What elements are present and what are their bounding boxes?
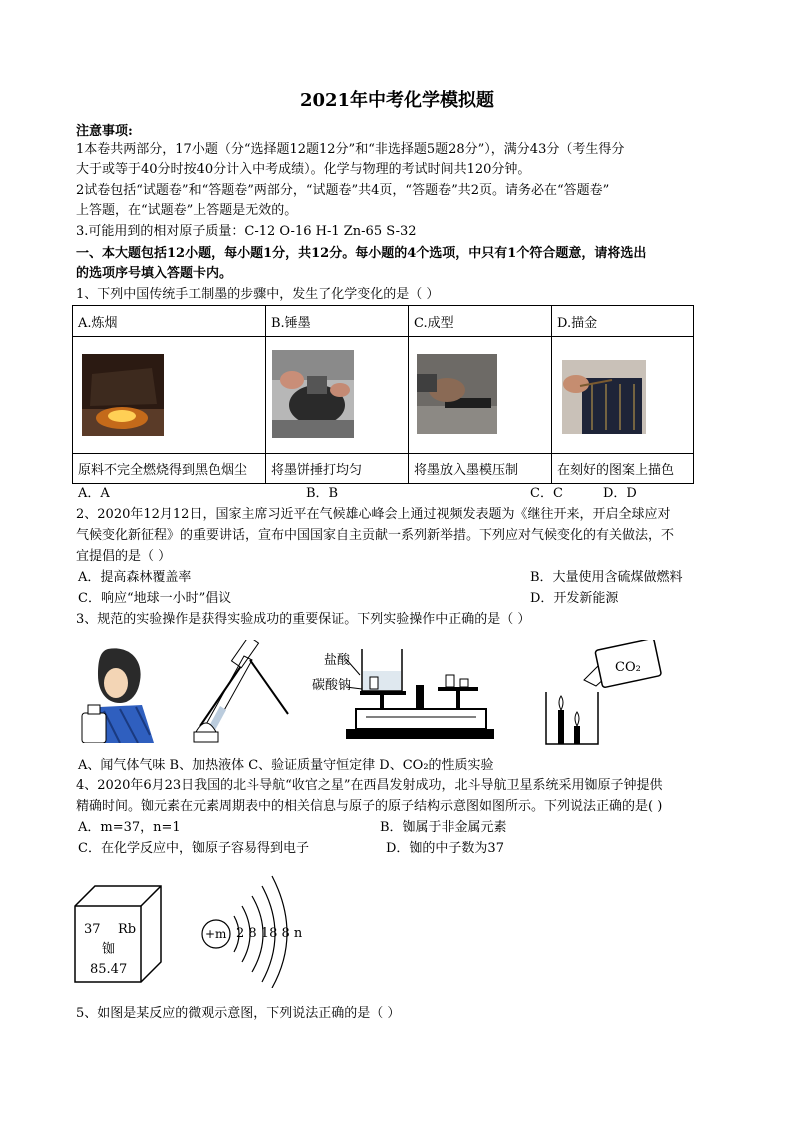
q1-caption-b: 将墨饼捶打均匀 (266, 454, 409, 484)
q2-line1: 2、2020年12月12日，国家主席习近平在气候雄心峰会上通过视频发表题为《继往开来，开启全球应对 (76, 507, 671, 522)
gold-painting-photo (562, 360, 646, 434)
molding-ink-photo (417, 354, 497, 434)
atom-nucleus: +m (205, 927, 227, 941)
notice-item1-line2: 大于或等于40分时按40分计入中考成绩）。化学与物理的考试时间共120分钟。 (76, 162, 531, 177)
balance-illustration (346, 645, 494, 743)
smoke-refining-photo (82, 354, 164, 436)
q1-caption-d: 在刻好的图案上描色 (552, 454, 694, 484)
q1-option-d: D．D (603, 486, 637, 501)
q5-stem: 5、如图是某反应的微观示意图，下列说法正确的是（ ） (76, 1006, 401, 1021)
smell-gas-illustration (80, 645, 158, 743)
q3-stem: 3、规范的实验操作是获得实验成功的重要保证。下列实验操作中正确的是（ ） (76, 612, 531, 627)
co2-experiment-illustration (540, 640, 662, 746)
q2-option-b: B．大量使用含硫煤做燃料 (530, 570, 683, 585)
q4-option-c: C．在化学反应中，铷原子容易得到电子 (78, 841, 309, 856)
q4-line1: 4、2020年6月23日我国的北斗导航“收官之星”在西昌发射成功，北斗导航卫星系统采用铷原子钟提供 (76, 778, 663, 793)
notice-item1-line1: 1本卷共两部分，17小题（分“选择题12题12分”和“非选择题5题28分”），满分43分（考生得分 (76, 142, 625, 157)
q3-options: A、闻气体气味 B、加热液体 C、验证质量守恒定律 D、CO₂的性质实验 (78, 758, 494, 773)
q2-option-d: D．开发新能源 (530, 591, 619, 606)
q1-header-c: C.成型 (409, 306, 552, 337)
q1-caption-a: 原料不完全燃烧得到黑色烟尘 (73, 454, 266, 484)
na2co3-label: 碳酸钠 (312, 678, 352, 693)
q2-line2: 气候变化新征程》的重要讲话，宣布中国国家自主贡献一系列新举措。下列应对气候变化的有关做法，不 (76, 528, 675, 543)
notice-item3: 3.可能用到的相对原子质量：C-12 O-16 H-1 Zn-65 S-32 (76, 224, 417, 239)
element-number: 37 (84, 922, 101, 937)
q4-line2: 精确时间。铷元素在元素周期表中的相关信息与原子的原子结构示意图如图所示。下列说法正确的是( ) (76, 799, 663, 814)
heat-liquid-illustration (190, 640, 290, 743)
q4-option-a: A．m=37，n=1 (78, 820, 181, 835)
element-name: 铷 (102, 942, 116, 957)
q1-option-c: C．C (530, 486, 563, 501)
atom-shells: 2 8 18 8 n (236, 926, 303, 941)
notice-item2-line1: 2试卷包括“试题卷”和“答题卷”两部分，“试题卷”共4页，“答题卷”共2页。请务必在“答题卷” (76, 183, 610, 198)
q1-option-b: B．B (306, 486, 339, 501)
q2-option-c: C．响应“地球一小时”倡议 (78, 591, 232, 606)
hammering-ink-photo (272, 350, 354, 438)
q2-option-a: A．提高森林覆盖率 (78, 570, 192, 585)
hcl-label: 盐酸 (324, 653, 351, 668)
page-title: 2021年中考化学模拟题 (299, 90, 495, 111)
q4-option-d: D．铷的中子数为37 (386, 841, 504, 856)
section1-line2: 的选项序号填入答题卡内。 (76, 266, 233, 281)
element-symbol: Rb (118, 922, 137, 937)
notice-heading: 注意事项: (76, 124, 133, 139)
q1-header-d: D.描金 (552, 306, 694, 337)
q1-header-b: B.锤墨 (266, 306, 409, 337)
q1-header-a: A.炼烟 (73, 306, 266, 337)
q4-option-b: B．铷属于非金属元素 (380, 820, 507, 835)
notice-item2-line2: 上答题，在“试题卷”上答题是无效的。 (76, 203, 298, 218)
q1-stem: 1、下列中国传统手工制墨的步骤中，发生了化学变化的是（ ） (76, 287, 440, 302)
co2-label: CO₂ (615, 660, 641, 675)
q2-line3: 宜提倡的是（ ） (76, 549, 172, 564)
element-mass: 85.47 (90, 962, 128, 977)
section1-line1: 一、本大题包括12小题，每小题1分，共12分。每小题的4个选项，中只有1个符合题意，请将选出 (76, 246, 647, 261)
q1-option-a: A．A (78, 486, 110, 501)
q1-caption-c: 将墨放入墨模压制 (409, 454, 552, 484)
